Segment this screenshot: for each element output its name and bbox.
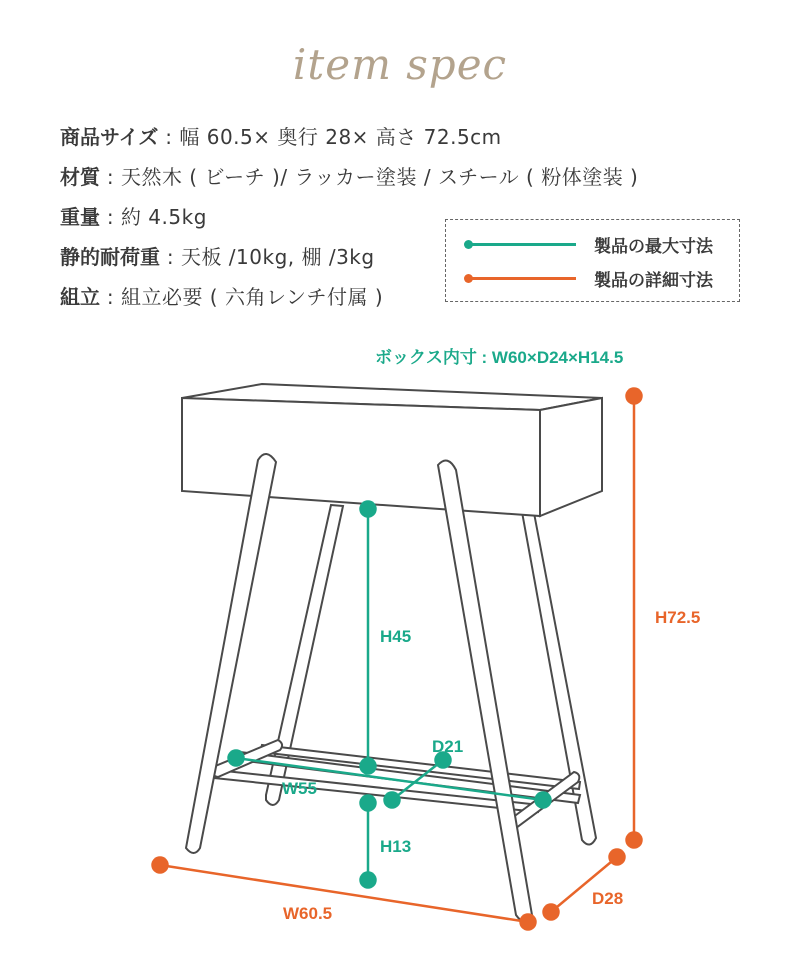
teal-dimensions [236,509,543,880]
spec-label: 重量 [60,205,100,229]
legend-label: 製品の詳細寸法 [594,270,713,291]
box-inner-dimension-label: ボックス内寸 : W60×D24×H14.5 [375,348,624,367]
spec-value: : 幅 60.5× 奥行 28× 高さ 72.5cm [158,125,502,149]
spec-value: : 天然木 ( ビーチ )/ ラッカー塗装 / スチール ( 粉体塗装 ) [100,165,639,189]
spec-label: 材質 [60,165,100,189]
total-height-label: H72.5 [655,608,701,627]
shelf-depth-label: D21 [432,737,464,756]
leg-clearance-label: H45 [380,627,412,646]
spec-value: : 組立必要 ( 六角レンチ付属 ) [100,285,384,309]
page-title: item spec [292,40,508,89]
legend-label: 製品の最大寸法 [594,236,713,257]
spec-value: : 約 4.5kg [100,205,207,229]
total-depth-label: D28 [592,889,624,908]
total-width-label: W60.5 [283,904,333,923]
planter-box [182,384,602,516]
shelf-height-label: H13 [380,837,412,856]
spec-label: 静的耐荷重 [60,245,160,269]
spec-label: 商品サイズ [60,125,159,149]
spec-label: 組立 [60,285,100,309]
front-right-leg [438,461,532,922]
front-left-leg [186,454,276,853]
shelf-width-label: W55 [282,779,317,798]
spec-value: : 天板 /10kg, 棚 /3kg [160,245,375,269]
